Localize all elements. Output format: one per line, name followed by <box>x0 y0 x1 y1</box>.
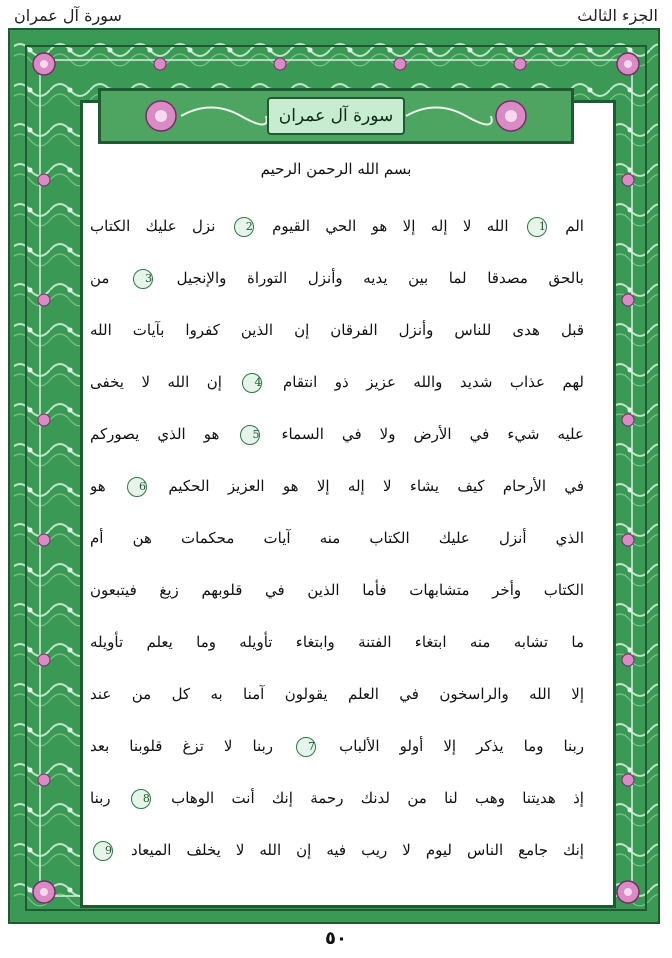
juz-header-label: الجزء الثالث <box>577 6 658 25</box>
page-header <box>0 4 672 28</box>
verse-segment: في الأرحام كيف يشاء لا إله إلا هو العزيز الحكيم <box>168 477 584 495</box>
ayah-number-marker: 5 <box>240 425 260 445</box>
verse-segment: بالحق مصدقا لما بين يديه وأنزل التوراة والإنجيل <box>176 269 584 287</box>
verse-segment: عليه شيء في الأرض ولا في السماء <box>281 425 584 443</box>
verse-line <box>90 616 584 668</box>
ayah-number-marker: 2 <box>234 217 254 237</box>
verse-text-block <box>90 200 584 876</box>
ayah-number-marker: 9 <box>93 841 113 861</box>
surah-banner <box>98 88 574 144</box>
ayah-number-marker: 1 <box>527 217 547 237</box>
verse-line <box>90 668 584 720</box>
verse-segment: إنك جامع الناس ليوم لا ريب فيه إن الله لا يخلف الميعاد <box>131 841 584 859</box>
ayah-number-marker: 7 <box>296 737 316 757</box>
verse-line <box>90 304 584 356</box>
verse-line <box>90 512 584 564</box>
ayah-number-marker: 3 <box>133 269 153 289</box>
basmala: بسم الله الرحمن الرحيم <box>260 160 412 178</box>
verse-segment: الله لا إله إلا هو الحي القيوم <box>272 217 509 235</box>
verse-segment: إذ هديتنا وهب لنا من لدنك رحمة إنك أنت الوهاب <box>171 789 584 807</box>
verse-line <box>90 720 584 772</box>
surah-header-label: سورة آل عمران <box>14 6 122 25</box>
ayah-number-marker: 8 <box>131 789 151 809</box>
verse-segment: لهم عذاب شديد والله عزيز ذو انتقام <box>282 373 584 391</box>
page-number: ٥٠ <box>325 928 347 949</box>
verse-segment: إن الله لا يخفى <box>90 373 222 391</box>
surah-name-plate <box>267 97 405 135</box>
verse-segment: الذي أنزل عليك الكتاب منه آيات محكمات هن أم <box>90 529 584 547</box>
verse-segment: من <box>90 269 110 287</box>
verse-segment: الم <box>565 217 584 235</box>
verse-segment: إلا الله والراسخون في العلم يقولون آمنا به كل من عند <box>90 685 584 703</box>
verse-line <box>90 772 584 824</box>
verse-segment: قبل هدى للناس وأنزل الفرقان إن الذين كفروا بآيات الله <box>90 321 584 339</box>
verse-segment: ربنا <box>90 789 111 807</box>
ayah-number-marker: 6 <box>127 477 147 497</box>
verse-segment: الكتاب وأخر متشابهات فأما الذين في قلوبهم زيغ فيتبعون <box>90 581 584 599</box>
verse-segment: ربنا لا تزغ قلوبنا بعد <box>90 737 274 755</box>
verse-segment: نزل عليك الكتاب <box>90 217 216 235</box>
verse-segment: هو <box>90 477 106 495</box>
verse-line <box>90 824 584 876</box>
verse-line <box>90 356 584 408</box>
verse-segment: ربنا وما يذكر إلا أولو الألباب <box>339 737 584 755</box>
ayah-number-marker: 4 <box>242 373 262 393</box>
verse-segment: ما تشابه منه ابتغاء الفتنة وابتغاء تأويله وما يعلم تأويله <box>90 633 584 651</box>
verse-line <box>90 408 584 460</box>
surah-title: سورة آل عمران <box>278 106 394 126</box>
verse-segment: هو الذي يصوركم <box>90 425 220 443</box>
verse-line <box>90 564 584 616</box>
verse-line <box>90 252 584 304</box>
verse-line <box>90 460 584 512</box>
verse-line <box>90 200 584 252</box>
